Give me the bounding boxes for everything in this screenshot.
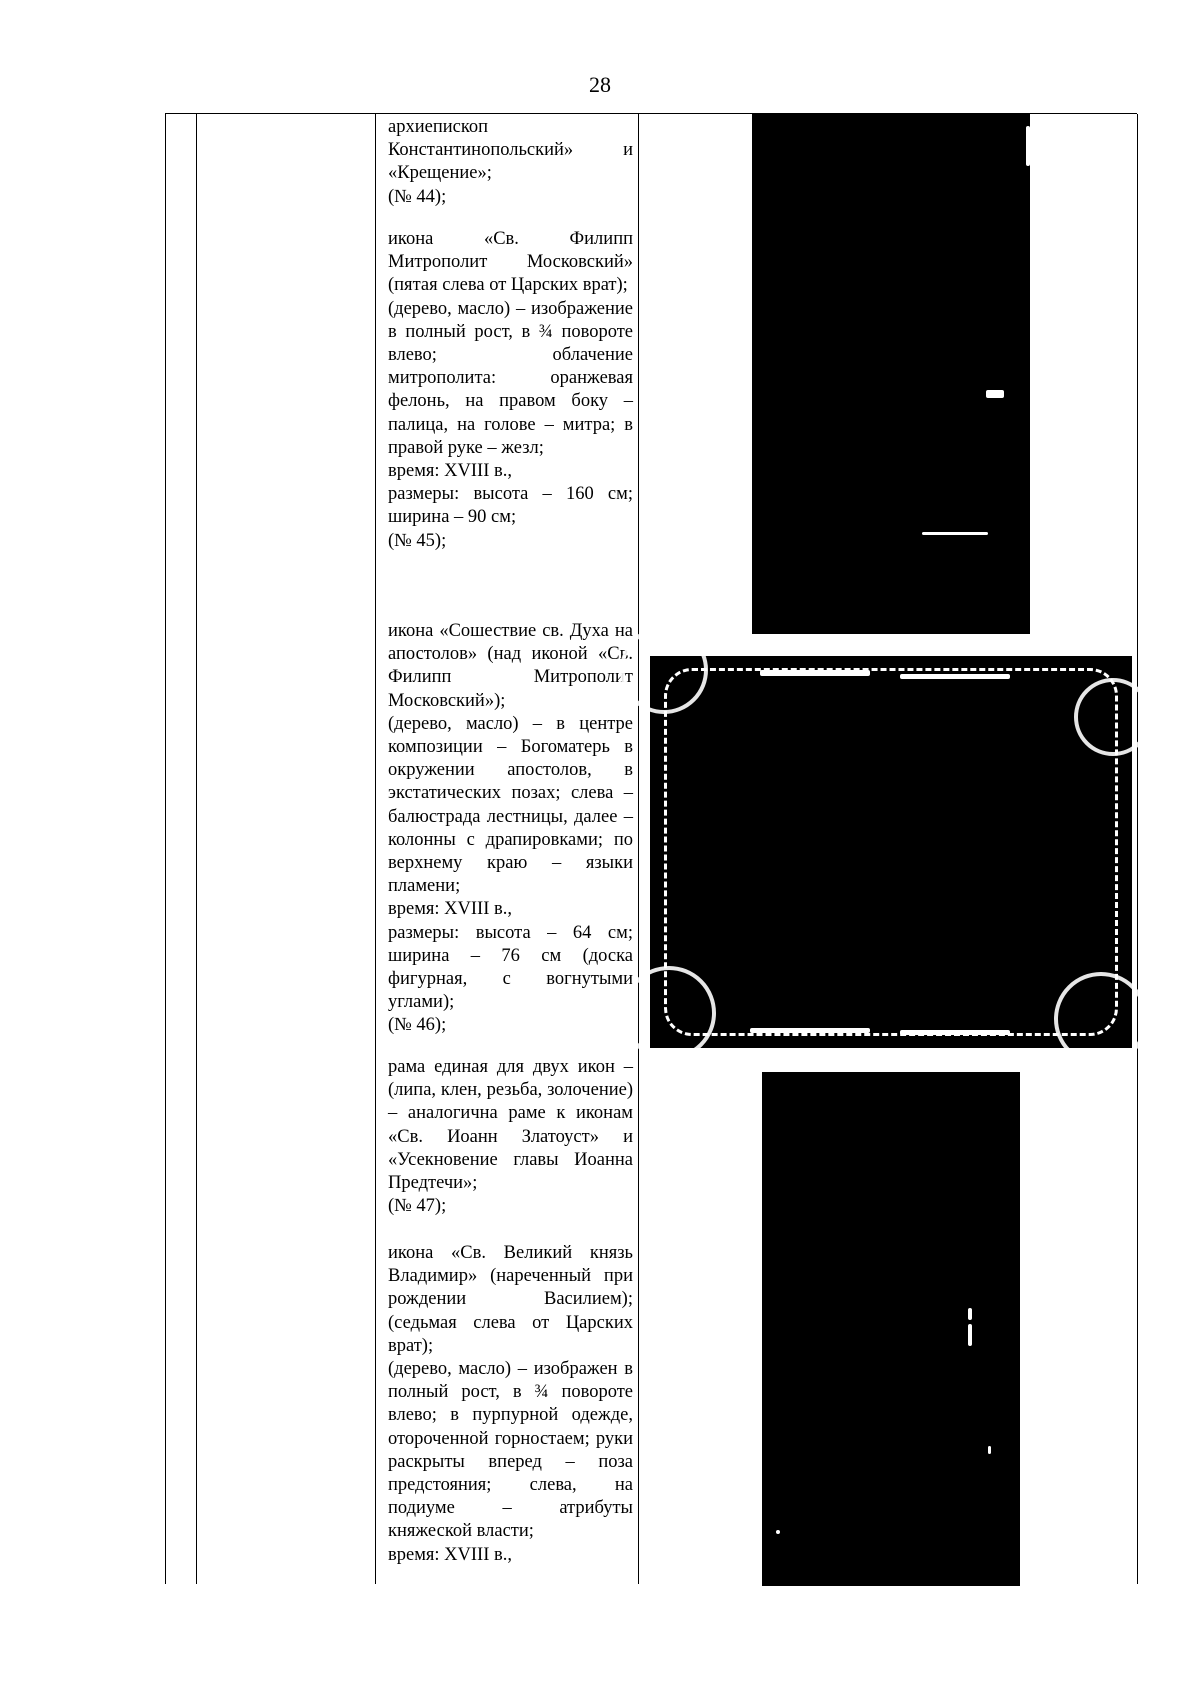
entry-text: икона «Св. Филипп Митрополит Московский» (пятая слева от Царских врат);: [388, 229, 633, 296]
photo-highlight: [900, 674, 1010, 679]
entry-text: рама единая для двух икон – (липа, клен, резьба, золочение) – аналогична раме к иконам «Св. Иоанн Златоуст» и «Усекновение главы Иоанна Предтечи»;: [388, 1057, 633, 1194]
entry-text: размеры: высота – 160 см; ширина – 90 см;: [388, 484, 633, 528]
entry-text: время: XVIII в.,: [388, 1544, 512, 1565]
table-border-col-1: [196, 114, 197, 1584]
photo-highlight: [968, 1324, 972, 1346]
entry-text: икона «Сошествие св. Духа на апостолов» (над иконой «Св. Филипп Митрополит Московский»);: [388, 621, 633, 711]
entry-text: икона «Св. Великий князь Владимир» (нареченный при рождении Василием); (седьмая слева от Царских врат);: [388, 1243, 633, 1356]
photo-highlight: [986, 390, 1004, 398]
photo-frame-corner: [1054, 972, 1148, 1066]
entry-text: (№ 47);: [388, 1196, 447, 1217]
entry-47: [388, 1056, 633, 1242]
photo-frame-edge: [664, 668, 1118, 1036]
photo-frame-corner: [620, 626, 708, 714]
entry-48: [388, 1242, 633, 1567]
table-border-right: [1137, 114, 1138, 1584]
icon-photo-st-philip: [752, 114, 1030, 634]
entry-text: (№ 45);: [388, 530, 447, 551]
entry-45: [388, 228, 633, 620]
description-column: [388, 116, 633, 1567]
photo-highlight: [760, 670, 870, 676]
page-number: 28: [589, 72, 611, 97]
photo-highlight: [776, 1530, 780, 1534]
photo-frame-corner: [1074, 678, 1152, 756]
entry-text: (дерево, масло) – в центре композиции – Богоматерь в окружении апостолов, в экстатических позах; слева – балюстрада лестницы, далее – колонны с драпировками; по верхнему краю – языки пламени;: [388, 713, 633, 897]
photo-highlight: [1026, 126, 1030, 166]
icon-photo-st-vladimir: [762, 1072, 1020, 1586]
entry-text: размеры: высота – 64 см; ширина – 76 см (доска фигурная, с вогнутыми углами);: [388, 922, 633, 1013]
photo-highlight: [900, 1030, 1010, 1035]
entry-44: [388, 116, 633, 228]
photo-highlight: [922, 532, 988, 535]
photo-highlight: [750, 1028, 870, 1033]
table-border-col-3: [638, 114, 639, 1584]
photo-highlight: [988, 1446, 991, 1454]
photo-highlight: [968, 1308, 972, 1320]
entry-text: архиепископ Константинопольский» и «Крещение»;: [388, 117, 633, 184]
entry-46: [388, 620, 633, 1056]
entry-text: время: XVIII в.,: [388, 899, 512, 920]
table-border-left: [165, 114, 166, 1584]
entry-text: время: XVIII в.,: [388, 461, 512, 482]
icon-photo-descent-holy-spirit: [650, 656, 1132, 1048]
photo-frame-corner: [622, 966, 716, 1060]
entry-text: (№ 46);: [388, 1015, 447, 1036]
entry-text: (дерево, масло) – изображение в полный рост, в ¾ повороте влево; облачение митрополита: оранжевая фелонь, на правом боку – палица, на голове – митра; в правой руке – жезл;: [388, 298, 633, 458]
table-border-col-2: [375, 114, 376, 1584]
entry-text: (№ 44);: [388, 186, 447, 207]
entry-text: (дерево, масло) – изображен в полный рост, в ¾ повороте влево; в пурпурной одежде, отороченной горностаем; руки раскрыты вперед – поза предстояния; слева, на подиуме – атрибуты княжеской власти;: [388, 1359, 633, 1542]
